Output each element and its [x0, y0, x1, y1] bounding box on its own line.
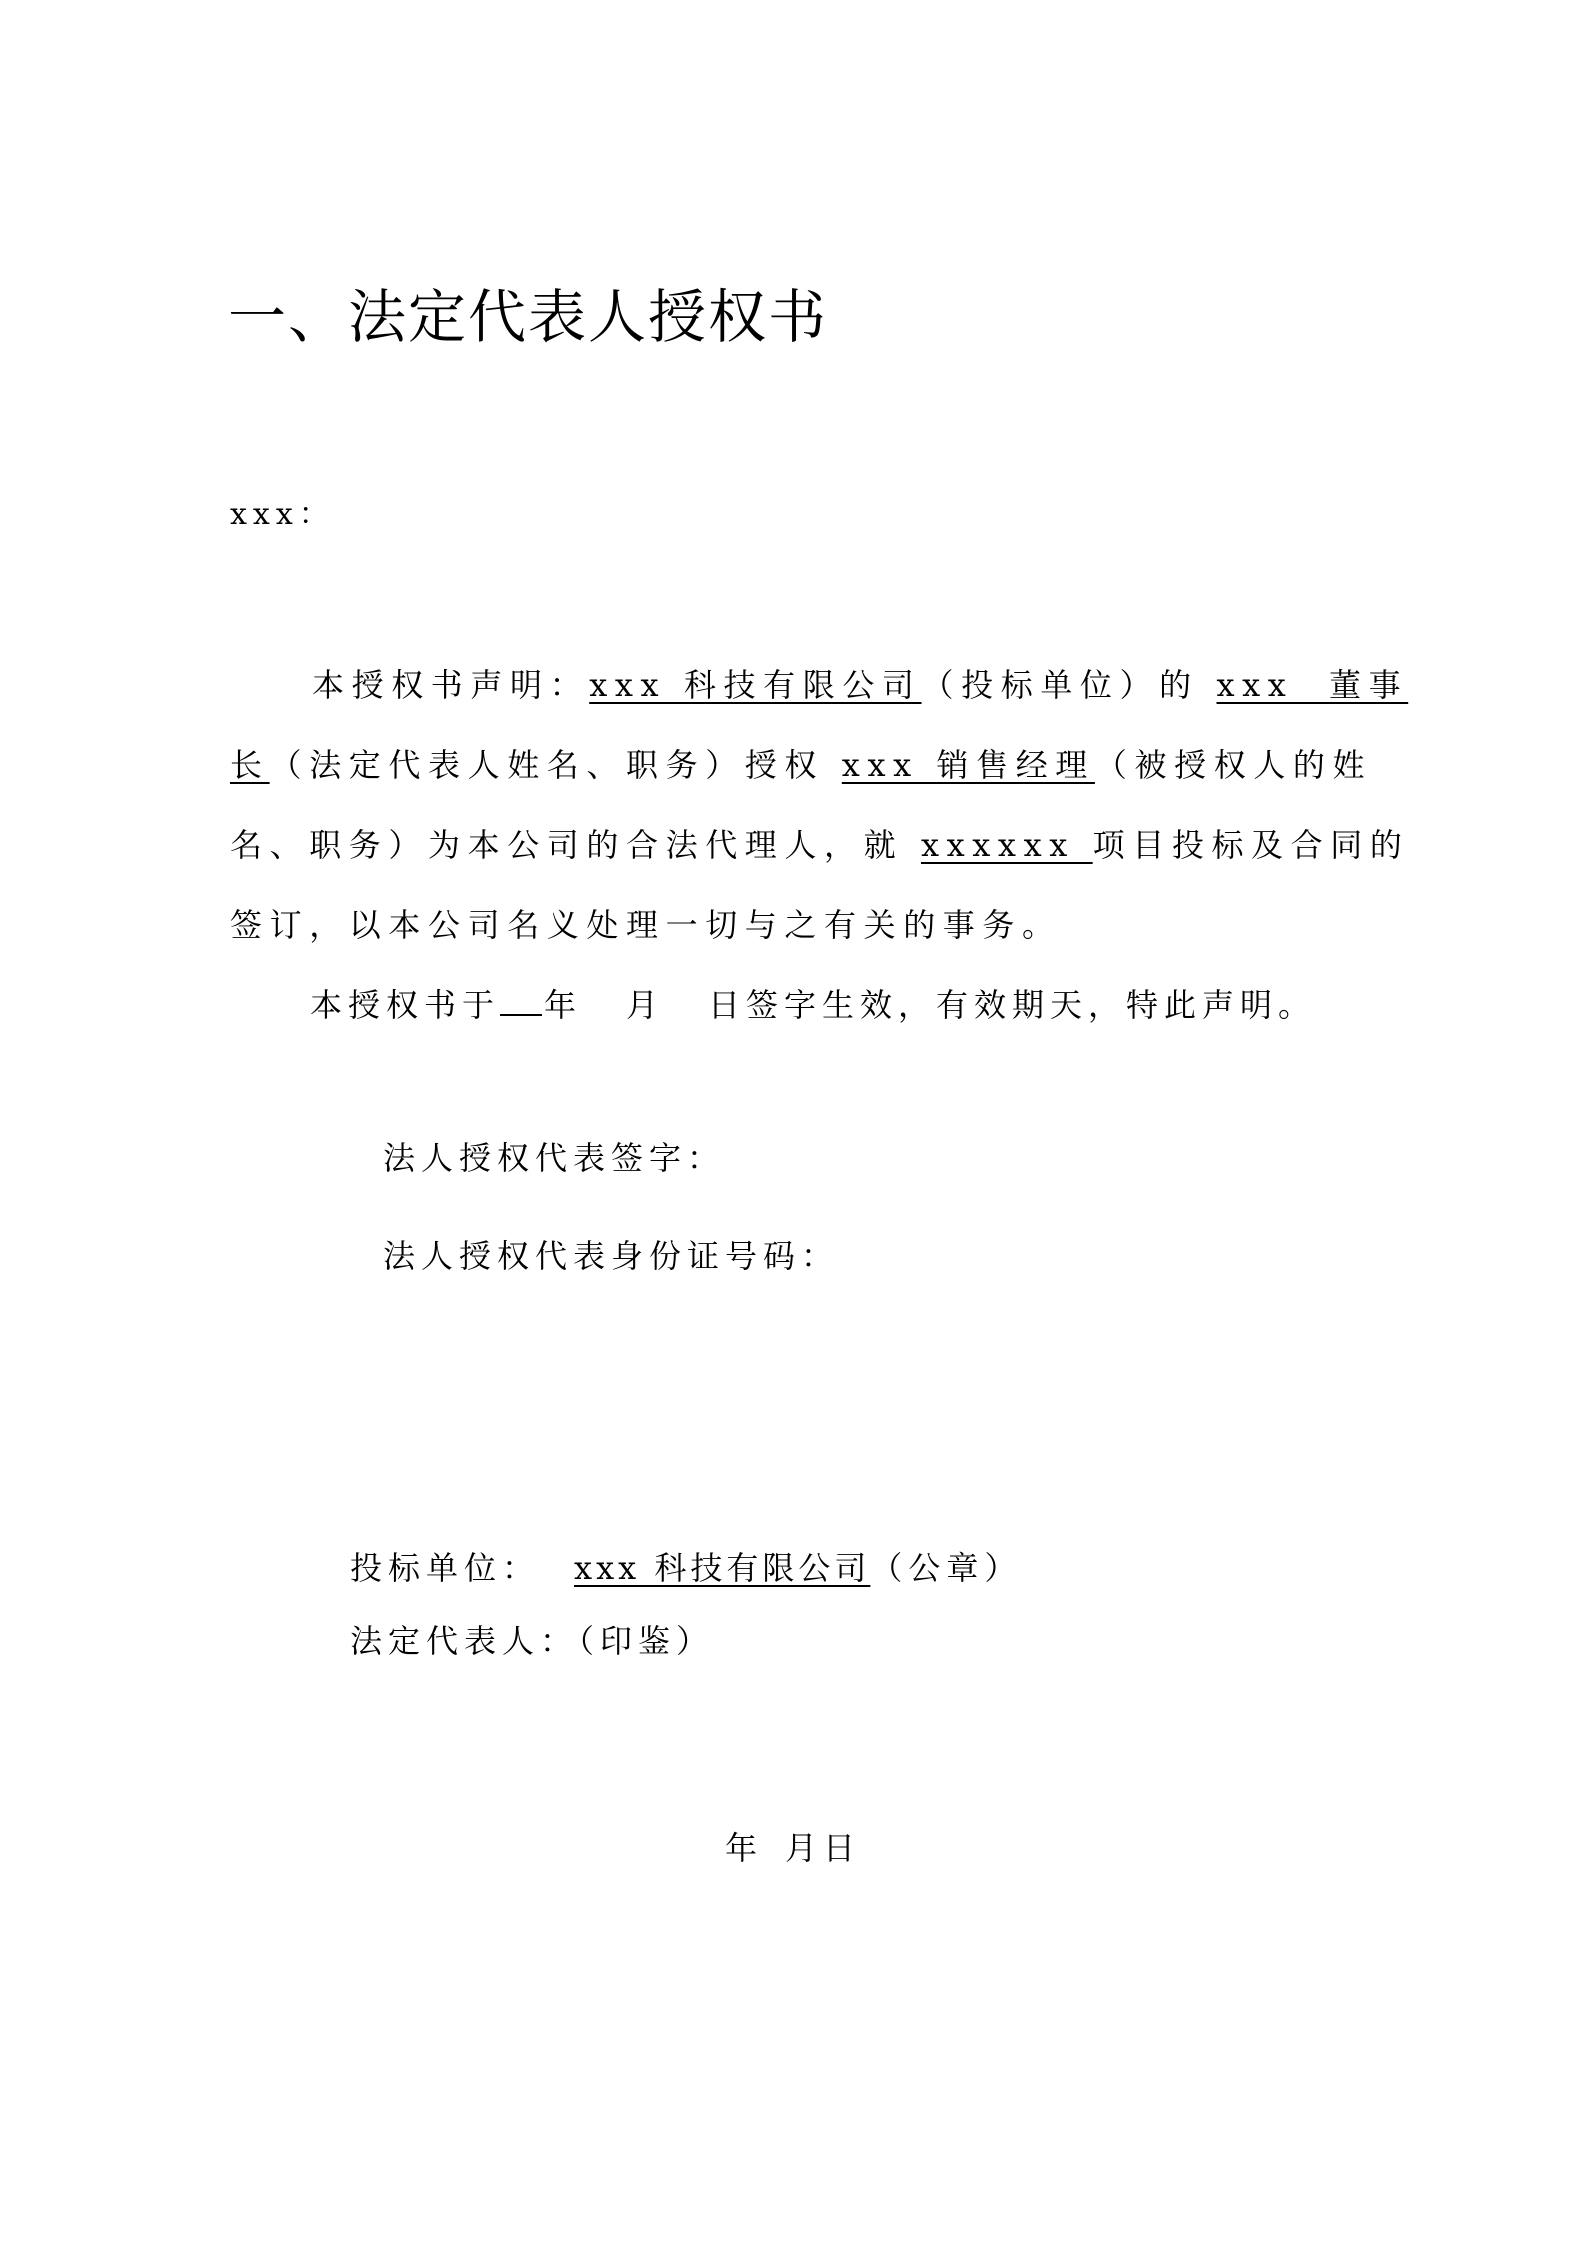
date-year: 年: [725, 1829, 764, 1867]
year-label: 年: [544, 986, 583, 1024]
bidder-line: [350, 1548, 1022, 1588]
legal-rep-line: 法定代表人：（印鉴）: [350, 1622, 715, 1660]
bidder-label: 投标单位：: [350, 1549, 541, 1587]
paragraph1-line1: [312, 665, 1408, 705]
effective-prefix: 本授权书于: [310, 986, 501, 1024]
page-title: 一、法定代表人授权书: [228, 283, 829, 351]
text-agent-desc: （被授权人的姓: [1094, 746, 1373, 784]
rep-signature-label: 法人授权代表签字：: [383, 1139, 726, 1177]
salutation: xxx：: [230, 497, 335, 532]
date-month-day: 月日: [785, 1829, 862, 1867]
text-bidder-unit: （投标单位）的: [921, 666, 1217, 704]
text-project-bid: 项目投标及合同的: [1092, 826, 1410, 864]
legal-rep-field: xxx 董事: [1216, 666, 1409, 704]
bidder-company-field: xxx 科技有限公司: [589, 666, 922, 704]
rep-id-number-label: 法人授权代表身份证号码：: [383, 1237, 840, 1275]
year-blank: [500, 984, 542, 1016]
agent-field: xxx 销售经理: [841, 746, 1095, 784]
paragraph1-line2: [230, 745, 1372, 785]
text-authorizes: （法定代表人姓名、职务）授权: [269, 746, 842, 784]
bidder-company: xxx 科技有限公司: [574, 1549, 871, 1587]
paragraph1-line4: [230, 905, 1062, 945]
company-seal: （公章）: [870, 1549, 1023, 1587]
legal-rep-field-cont: 长: [230, 746, 270, 784]
declaration-prefix: 本授权书声明：: [312, 666, 590, 704]
project-field: xxxxxx: [920, 826, 1093, 864]
text-matters: 签订，以本公司名义处理一切与之有关的事务。: [230, 906, 1062, 944]
month-label: 月: [626, 986, 665, 1024]
paragraph1-line3: [230, 825, 1409, 865]
text-legal-agent: 名、职务）为本公司的合法代理人，就: [230, 826, 921, 864]
effective-rest: 日签字生效，有效期天，特此声明。: [708, 986, 1317, 1024]
date-line: [725, 1828, 861, 1868]
paragraph2: [310, 984, 1316, 1025]
